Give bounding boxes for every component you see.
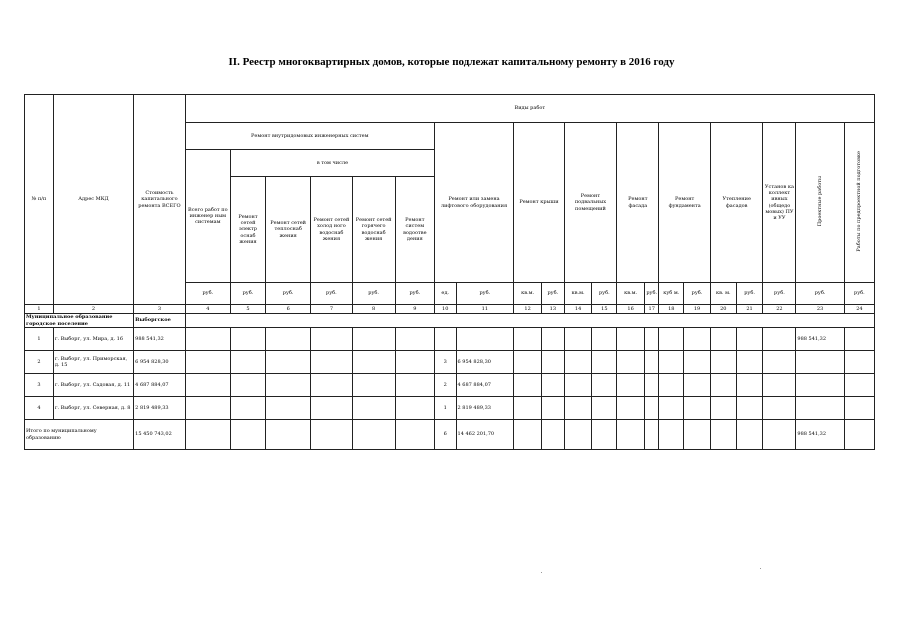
header-basement: Ремонт подвальных помещений xyxy=(564,123,617,283)
row-cost: 2 819 489,33 xyxy=(134,397,186,420)
unit: руб. xyxy=(763,283,796,305)
unit: кв.м. xyxy=(514,283,542,305)
cell xyxy=(617,397,645,420)
cell xyxy=(311,374,352,397)
cell xyxy=(230,328,265,351)
cell xyxy=(844,328,874,351)
cell xyxy=(710,374,736,397)
column-number: 20 xyxy=(710,305,736,314)
cell xyxy=(763,351,796,374)
row-design: 988 541,32 xyxy=(796,328,844,351)
cell xyxy=(185,374,230,397)
unit: кв.м. xyxy=(564,283,592,305)
cell xyxy=(230,351,265,374)
header-internal-systems: Ремонт внутридомовых инженерных систем xyxy=(185,123,434,150)
row-num: 3 xyxy=(25,374,54,397)
column-number: 7 xyxy=(311,305,352,314)
header-prep xyxy=(844,123,874,283)
cell xyxy=(266,374,311,397)
unit: руб. xyxy=(844,283,874,305)
cell xyxy=(736,328,763,351)
unit: руб. xyxy=(645,283,659,305)
cell xyxy=(710,351,736,374)
cell xyxy=(395,374,434,397)
cell xyxy=(659,328,684,351)
cell xyxy=(659,420,684,450)
cell xyxy=(763,328,796,351)
cell xyxy=(684,397,711,420)
cell xyxy=(592,351,617,374)
cell xyxy=(659,351,684,374)
header-foundation: Ремонт фундамента xyxy=(659,123,711,283)
cell xyxy=(592,397,617,420)
cell xyxy=(592,328,617,351)
cell xyxy=(684,351,711,374)
column-number: 15 xyxy=(592,305,617,314)
row-elevator-qty xyxy=(434,328,456,351)
cell xyxy=(311,328,352,351)
column-number: 9 xyxy=(395,305,434,314)
cell xyxy=(514,420,542,450)
column-number: 17 xyxy=(645,305,659,314)
cell xyxy=(710,397,736,420)
row-num: 1 xyxy=(25,328,54,351)
header-prep-text: Работы по предпроектной подготовке xyxy=(856,151,863,252)
cell xyxy=(763,420,796,450)
cell xyxy=(645,397,659,420)
row-elevator-qty: 1 xyxy=(434,397,456,420)
cell xyxy=(684,328,711,351)
column-number: 23 xyxy=(796,305,844,314)
cell xyxy=(763,374,796,397)
cell xyxy=(266,420,311,450)
row-address: г. Выборг, ул. Мира, д. 16 xyxy=(53,328,133,351)
cell xyxy=(736,397,763,420)
row-elevator-cost: 2 819 489,33 xyxy=(456,397,514,420)
column-number: 5 xyxy=(230,305,265,314)
cell xyxy=(645,374,659,397)
row-design xyxy=(796,374,844,397)
cell xyxy=(645,328,659,351)
municipality-label: Муниципальное образование городское поселение xyxy=(25,314,134,328)
unit: руб. xyxy=(266,283,311,305)
header-meters: Установ ка коллект ивных (общедо мовых) ПУ и УУ xyxy=(763,123,796,283)
column-number: 10 xyxy=(434,305,456,314)
cell xyxy=(617,420,645,450)
header-address: Адрес МКД xyxy=(53,95,133,305)
unit: руб. xyxy=(542,283,565,305)
column-number: 14 xyxy=(564,305,592,314)
cell xyxy=(684,374,711,397)
unit: руб. xyxy=(684,283,711,305)
cell xyxy=(542,328,565,351)
cell xyxy=(592,420,617,450)
header-hot-water: Ремонт сетей горячего водоснаб жения xyxy=(352,177,395,283)
header-facade: Ремонт фасада xyxy=(617,123,659,283)
unit: руб. xyxy=(311,283,352,305)
cell xyxy=(564,397,592,420)
cell xyxy=(645,420,659,450)
table-row xyxy=(25,328,875,351)
municipality-empty xyxy=(185,314,874,328)
unit: кв. м. xyxy=(710,283,736,305)
cell xyxy=(230,420,265,450)
cell xyxy=(514,328,542,351)
column-numbers-row xyxy=(25,305,875,314)
cell xyxy=(230,397,265,420)
cell xyxy=(514,397,542,420)
cell xyxy=(266,328,311,351)
total-label: Итого по муниципальному образованию xyxy=(25,420,134,450)
row-cost: 988 541,32 xyxy=(134,328,186,351)
total-row xyxy=(25,420,875,450)
cell xyxy=(395,420,434,450)
cell xyxy=(763,397,796,420)
header-design-text: Проектные работы xyxy=(816,176,823,227)
unit: руб. xyxy=(592,283,617,305)
row-design xyxy=(796,397,844,420)
column-number: 18 xyxy=(659,305,684,314)
scan-speck xyxy=(760,568,761,569)
column-number: 3 xyxy=(134,305,186,314)
cell xyxy=(564,351,592,374)
row-elevator-cost xyxy=(456,328,514,351)
cell xyxy=(617,374,645,397)
cell xyxy=(395,397,434,420)
table-row xyxy=(25,351,875,374)
table-row xyxy=(25,374,875,397)
column-number: 21 xyxy=(736,305,763,314)
row-design xyxy=(796,351,844,374)
row-num: 2 xyxy=(25,351,54,374)
cell xyxy=(311,351,352,374)
cell xyxy=(514,374,542,397)
cell xyxy=(684,420,711,450)
column-number: 16 xyxy=(617,305,645,314)
header-cost: Стоимость капитального ремонта ВСЕГО xyxy=(134,95,186,305)
total-design: 988 541,32 xyxy=(796,420,844,450)
unit: руб. xyxy=(185,283,230,305)
column-number: 22 xyxy=(763,305,796,314)
cell xyxy=(617,351,645,374)
row-elevator-qty: 2 xyxy=(434,374,456,397)
unit: руб. xyxy=(736,283,763,305)
cell xyxy=(645,351,659,374)
scan-speck xyxy=(541,572,542,573)
header-design xyxy=(796,123,844,283)
cell xyxy=(395,328,434,351)
cell xyxy=(564,420,592,450)
column-number: 4 xyxy=(185,305,230,314)
column-number: 2 xyxy=(53,305,133,314)
cell xyxy=(266,397,311,420)
cell xyxy=(564,374,592,397)
cell xyxy=(352,374,395,397)
registry-table xyxy=(24,94,875,450)
row-num: 4 xyxy=(25,397,54,420)
municipality-name: Выборгское xyxy=(134,314,186,328)
row-elevator-cost: 6 954 828,30 xyxy=(456,351,514,374)
cell xyxy=(352,351,395,374)
cell xyxy=(542,420,565,450)
row-address: г. Выборг, ул. Садовая, д. 11 xyxy=(53,374,133,397)
header-heat: Ремонт сетей теплоснаб жения xyxy=(266,177,311,283)
header-cold-water: Ремонт сетей холод ного водоснаб жения xyxy=(311,177,352,283)
unit: руб. xyxy=(456,283,514,305)
cell xyxy=(352,328,395,351)
cell xyxy=(311,397,352,420)
cell xyxy=(659,397,684,420)
header-num: № п/п xyxy=(25,95,54,305)
cell xyxy=(185,351,230,374)
cell xyxy=(230,374,265,397)
header-elevator: Ремонт или замена лифтового оборудования xyxy=(434,123,513,283)
cell xyxy=(844,374,874,397)
column-number: 8 xyxy=(352,305,395,314)
cell xyxy=(185,397,230,420)
column-number: 19 xyxy=(684,305,711,314)
unit: руб. xyxy=(352,283,395,305)
row-cost: 6 954 828,30 xyxy=(134,351,186,374)
cell xyxy=(185,328,230,351)
cell xyxy=(710,328,736,351)
cell xyxy=(542,374,565,397)
cell xyxy=(736,420,763,450)
row-address: г. Выборг, ул. Северная, д. 8 xyxy=(53,397,133,420)
row-elevator-cost: 4 687 884,07 xyxy=(456,374,514,397)
cell xyxy=(352,397,395,420)
total-elevator-cost: 14 462 201,70 xyxy=(456,420,514,450)
cell xyxy=(659,374,684,397)
header-roof: Ремонт крыши xyxy=(514,123,564,283)
row-address: г. Выборг, ул. Приморская, д. 15 xyxy=(53,351,133,374)
column-number: 6 xyxy=(266,305,311,314)
unit: куб м. xyxy=(659,283,684,305)
cell xyxy=(592,374,617,397)
column-number: 11 xyxy=(456,305,514,314)
cell xyxy=(352,420,395,450)
row-elevator-qty: 3 xyxy=(434,351,456,374)
header-work-types: Виды работ xyxy=(185,95,874,123)
cell xyxy=(736,351,763,374)
cell xyxy=(395,351,434,374)
cell xyxy=(844,397,874,420)
unit: руб. xyxy=(796,283,844,305)
header-total-internal: Всего работ по инженер ным системам xyxy=(185,150,230,283)
table-row xyxy=(25,397,875,420)
unit: руб. xyxy=(395,283,434,305)
column-number: 12 xyxy=(514,305,542,314)
cell xyxy=(844,351,874,374)
cell xyxy=(710,420,736,450)
header-electric: Ремонт сетей электр оснаб жения xyxy=(230,177,265,283)
cell xyxy=(736,374,763,397)
cell xyxy=(542,351,565,374)
column-number: 1 xyxy=(25,305,54,314)
cell xyxy=(311,420,352,450)
cell xyxy=(542,397,565,420)
cell xyxy=(266,351,311,374)
header-drainage: Ремонт систем водоотве дения xyxy=(395,177,434,283)
unit: ед. xyxy=(434,283,456,305)
total-elevator-qty: 6 xyxy=(434,420,456,450)
cell xyxy=(564,328,592,351)
column-number: 24 xyxy=(844,305,874,314)
unit: руб. xyxy=(230,283,265,305)
cell xyxy=(844,420,874,450)
cell xyxy=(514,351,542,374)
header-insulation: Утепление фасадов xyxy=(710,123,763,283)
total-cost: 15 450 743,02 xyxy=(134,420,186,450)
municipality-row xyxy=(25,314,875,328)
column-number: 13 xyxy=(542,305,565,314)
row-cost: 4 687 884,07 xyxy=(134,374,186,397)
page-title: II. Реестр многоквартирных домов, которые подлежат капитальному ремонту в 2016 году xyxy=(228,56,675,68)
unit: кв.м. xyxy=(617,283,645,305)
cell xyxy=(617,328,645,351)
header-including: в том числе xyxy=(230,150,434,177)
cell xyxy=(185,420,230,450)
